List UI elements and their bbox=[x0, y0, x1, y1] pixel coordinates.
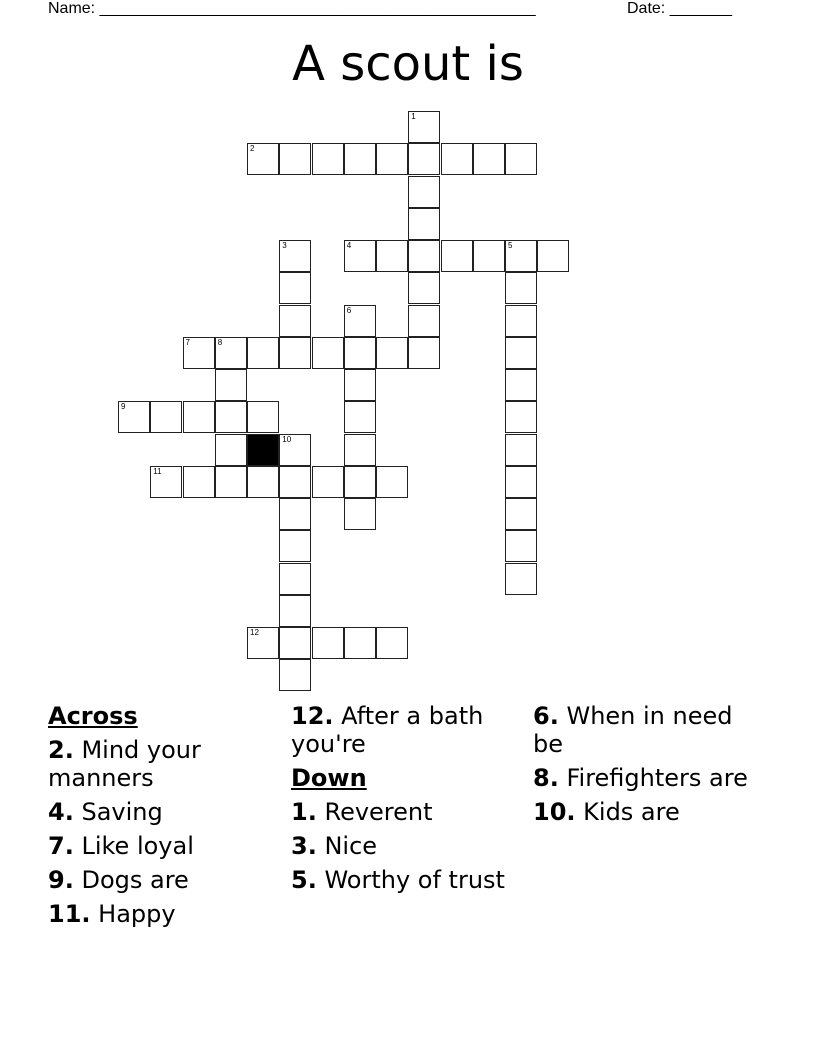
cell-number: 9 bbox=[121, 402, 126, 412]
grid-cell[interactable] bbox=[505, 305, 537, 337]
grid-cell[interactable] bbox=[183, 466, 215, 498]
clue-text: Saving bbox=[81, 798, 163, 826]
clue-across-7 bbox=[48, 832, 283, 860]
grid-cell[interactable] bbox=[344, 401, 376, 433]
grid-cell[interactable] bbox=[473, 240, 505, 272]
grid-cell[interactable] bbox=[505, 563, 537, 595]
grid-cell[interactable] bbox=[150, 466, 182, 498]
grid-cell[interactable] bbox=[215, 434, 247, 466]
clue-number: 3. bbox=[291, 832, 317, 860]
grid-cell[interactable] bbox=[505, 498, 537, 530]
clue-number: 11. bbox=[48, 900, 91, 928]
grid-cell[interactable] bbox=[279, 466, 311, 498]
grid-cell[interactable] bbox=[505, 143, 537, 175]
clue-across-4 bbox=[48, 798, 283, 826]
grid-cell[interactable] bbox=[344, 498, 376, 530]
clue-number: 7. bbox=[48, 832, 74, 860]
grid-cell[interactable] bbox=[279, 143, 311, 175]
grid-cell[interactable] bbox=[505, 272, 537, 304]
clue-text: Worthy of trust bbox=[324, 866, 505, 894]
grid-cell[interactable] bbox=[344, 305, 376, 337]
grid-cell[interactable] bbox=[279, 240, 311, 272]
clue-down-1 bbox=[291, 798, 526, 826]
grid-cell[interactable] bbox=[312, 337, 344, 369]
grid-cell[interactable] bbox=[215, 337, 247, 369]
clue-column-3 bbox=[533, 702, 768, 832]
cell-number: 6 bbox=[346, 305, 352, 315]
clue-number: 10. bbox=[533, 798, 576, 826]
clue-text: Mind your manners bbox=[48, 736, 201, 792]
grid-cell[interactable] bbox=[408, 176, 440, 208]
cell-number: 4 bbox=[346, 241, 352, 250]
grid-cell[interactable] bbox=[344, 337, 376, 369]
grid-cell[interactable] bbox=[279, 434, 311, 466]
cell-number: 8 bbox=[217, 337, 223, 347]
clue-text: Like loyal bbox=[81, 832, 194, 860]
clue-down-10 bbox=[533, 798, 768, 826]
clue-down-6 bbox=[533, 702, 768, 758]
date-field-label: Date: _______ bbox=[627, 0, 732, 17]
grid-cell[interactable] bbox=[537, 240, 569, 272]
clue-number: 12. bbox=[291, 702, 334, 730]
grid-cell[interactable] bbox=[408, 111, 440, 143]
down-heading: Down bbox=[291, 764, 367, 792]
cell-number: 2 bbox=[250, 144, 255, 154]
grid-cell[interactable] bbox=[376, 627, 408, 659]
clue-across-2 bbox=[48, 736, 283, 792]
grid-cell[interactable] bbox=[247, 143, 279, 175]
grid-cell[interactable] bbox=[441, 240, 473, 272]
clue-number: 9. bbox=[48, 866, 74, 894]
clue-number: 6. bbox=[533, 702, 559, 730]
grid-cell[interactable] bbox=[279, 595, 311, 627]
grid-cell[interactable] bbox=[376, 240, 408, 272]
grid-cell[interactable] bbox=[505, 434, 537, 466]
grid-cell[interactable] bbox=[150, 401, 182, 433]
clue-text: Nice bbox=[324, 832, 378, 860]
clue-number: 8. bbox=[533, 764, 559, 792]
grid-cell[interactable] bbox=[344, 240, 376, 272]
grid-cell[interactable] bbox=[215, 466, 247, 498]
grid-cell[interactable] bbox=[408, 143, 440, 175]
clue-text: Kids are bbox=[583, 798, 680, 826]
grid-cell[interactable] bbox=[279, 627, 311, 659]
grid-cell[interactable] bbox=[279, 272, 311, 304]
grid-cell[interactable] bbox=[344, 369, 376, 401]
grid-cell[interactable] bbox=[408, 272, 440, 304]
cell-number: 3 bbox=[282, 241, 287, 250]
cell-number: 12 bbox=[250, 628, 259, 637]
grid-cell[interactable] bbox=[408, 337, 440, 369]
clue-number: 1. bbox=[291, 798, 317, 826]
clue-text: Reverent bbox=[324, 798, 433, 826]
grid-cell[interactable] bbox=[279, 498, 311, 530]
grid-cell[interactable] bbox=[376, 143, 408, 175]
grid-cell[interactable] bbox=[441, 143, 473, 175]
grid-cell[interactable] bbox=[279, 563, 311, 595]
grid-cell[interactable] bbox=[376, 337, 408, 369]
cell-number: 5 bbox=[508, 241, 513, 250]
grid-cell[interactable] bbox=[183, 337, 215, 369]
grid-cell[interactable] bbox=[312, 627, 344, 659]
across-heading: Across bbox=[48, 702, 138, 730]
grid-block-cell bbox=[247, 434, 279, 466]
clue-column-1 bbox=[48, 702, 283, 934]
clue-number: 5. bbox=[291, 866, 317, 894]
cell-number: 10 bbox=[282, 434, 292, 444]
grid-cell[interactable] bbox=[344, 466, 376, 498]
grid-cell[interactable] bbox=[505, 240, 537, 272]
grid-cell[interactable] bbox=[279, 305, 311, 337]
grid-cell[interactable] bbox=[376, 466, 408, 498]
cell-number: 11 bbox=[153, 466, 162, 476]
grid-cell[interactable] bbox=[247, 627, 279, 659]
grid-cell[interactable] bbox=[215, 369, 247, 401]
clue-text: Happy bbox=[98, 900, 176, 928]
clue-text: Dogs are bbox=[81, 866, 189, 894]
grid-cell[interactable] bbox=[247, 466, 279, 498]
grid-cell[interactable] bbox=[279, 530, 311, 562]
clue-across-11 bbox=[48, 900, 283, 928]
clue-down-8 bbox=[533, 764, 768, 792]
grid-cell[interactable] bbox=[344, 143, 376, 175]
grid-cell[interactable] bbox=[505, 337, 537, 369]
grid-cell[interactable] bbox=[505, 530, 537, 562]
clue-text: Firefighters are bbox=[566, 764, 748, 792]
grid-cell[interactable] bbox=[505, 401, 537, 433]
clue-text: When in need be bbox=[533, 702, 733, 758]
clue-number: 2. bbox=[48, 736, 74, 764]
grid-cell[interactable] bbox=[344, 627, 376, 659]
grid-cell[interactable] bbox=[118, 401, 150, 433]
cell-number: 7 bbox=[185, 337, 190, 347]
grid-cell[interactable] bbox=[279, 659, 311, 691]
grid-cell[interactable] bbox=[505, 369, 537, 401]
clue-down-3 bbox=[291, 832, 526, 860]
clue-column-2 bbox=[291, 702, 526, 900]
cell-number: 1 bbox=[411, 112, 416, 121]
grid-cell[interactable] bbox=[505, 466, 537, 498]
grid-cell[interactable] bbox=[215, 401, 247, 433]
clue-across-12 bbox=[291, 702, 526, 758]
grid-cell[interactable] bbox=[408, 240, 440, 272]
grid-cell[interactable] bbox=[344, 434, 376, 466]
page-title: A scout is bbox=[292, 36, 524, 92]
name-field-label: Name: _________________________________________________ bbox=[48, 0, 536, 17]
grid-cell[interactable] bbox=[247, 401, 279, 433]
grid-cell[interactable] bbox=[408, 305, 440, 337]
grid-cell[interactable] bbox=[312, 466, 344, 498]
grid-cell[interactable] bbox=[473, 143, 505, 175]
clue-text: After a bath you're bbox=[291, 702, 484, 758]
clue-down-5 bbox=[291, 866, 526, 894]
grid-cell[interactable] bbox=[312, 143, 344, 175]
grid-cell[interactable] bbox=[247, 337, 279, 369]
grid-cell[interactable] bbox=[279, 337, 311, 369]
grid-cell[interactable] bbox=[408, 208, 440, 240]
clue-across-9 bbox=[48, 866, 283, 894]
grid-cell[interactable] bbox=[183, 401, 215, 433]
clue-number: 4. bbox=[48, 798, 74, 826]
